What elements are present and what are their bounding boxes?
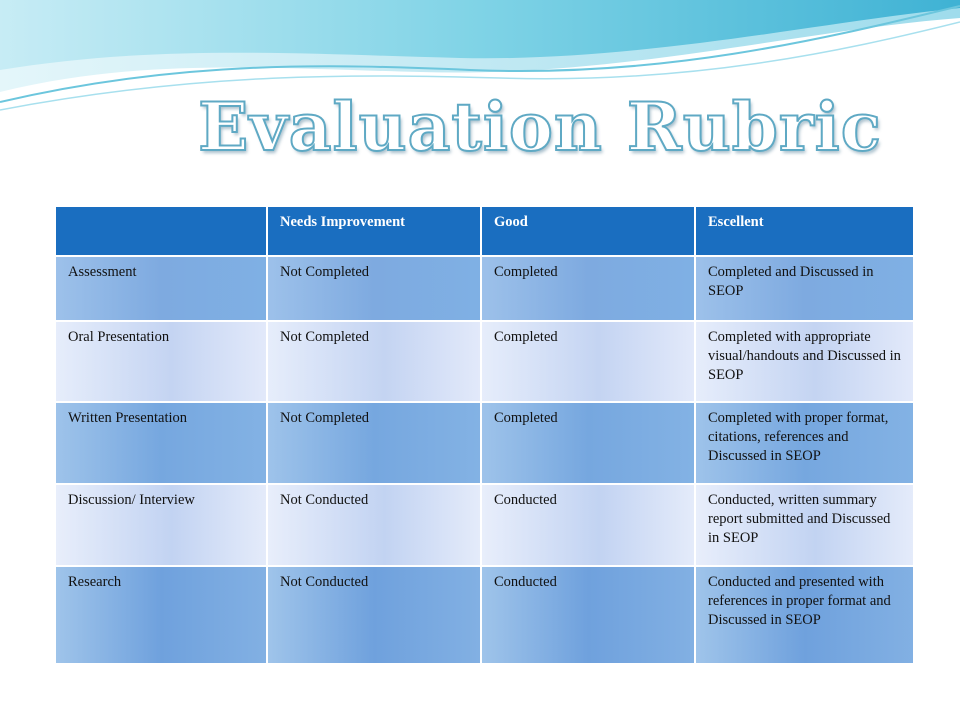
table-row [54, 567, 915, 665]
cell-excellent: Completed with appropriate visual/handouts and Discussed in SEOP [696, 322, 915, 403]
slide-title: Evaluation Rubric [198, 88, 882, 166]
row-criterion: Written Presentation [54, 403, 268, 485]
cell-good: Conducted [482, 485, 696, 567]
cell-good: Completed [482, 257, 696, 322]
header-cell-good: Good [482, 205, 696, 257]
row-criterion: Assessment [54, 257, 268, 322]
row-criterion: Research [54, 567, 268, 665]
cell-needs-improvement: Not Conducted [268, 485, 482, 567]
cell-needs-improvement: Not Completed [268, 403, 482, 485]
row-criterion: Discussion/ Interview [54, 485, 268, 567]
cell-excellent: Conducted and presented with references in proper format and Discussed in SEOP [696, 567, 915, 665]
cell-needs-improvement: Not Completed [268, 322, 482, 403]
header-cell-empty [54, 205, 268, 257]
cell-needs-improvement: Not Conducted [268, 567, 482, 665]
evaluation-rubric-table [54, 205, 915, 665]
row-criterion: Oral Presentation [54, 322, 268, 403]
cell-good: Completed [482, 322, 696, 403]
cell-excellent: Completed and Discussed in SEOP [696, 257, 915, 322]
header-cell-needs-improvement: Needs Improvement [268, 205, 482, 257]
table-row [54, 322, 915, 403]
header-cell-excellent: Escellent [696, 205, 915, 257]
cell-needs-improvement: Not Completed [268, 257, 482, 322]
table-row [54, 403, 915, 485]
cell-good: Conducted [482, 567, 696, 665]
table-row [54, 257, 915, 322]
cell-excellent: Conducted, written summary report submitted and Discussed in SEOP [696, 485, 915, 567]
cell-excellent: Completed with proper format, citations, references and Discussed in SEOP [696, 403, 915, 485]
table-header-row [54, 205, 915, 257]
cell-good: Completed [482, 403, 696, 485]
table-row [54, 485, 915, 567]
